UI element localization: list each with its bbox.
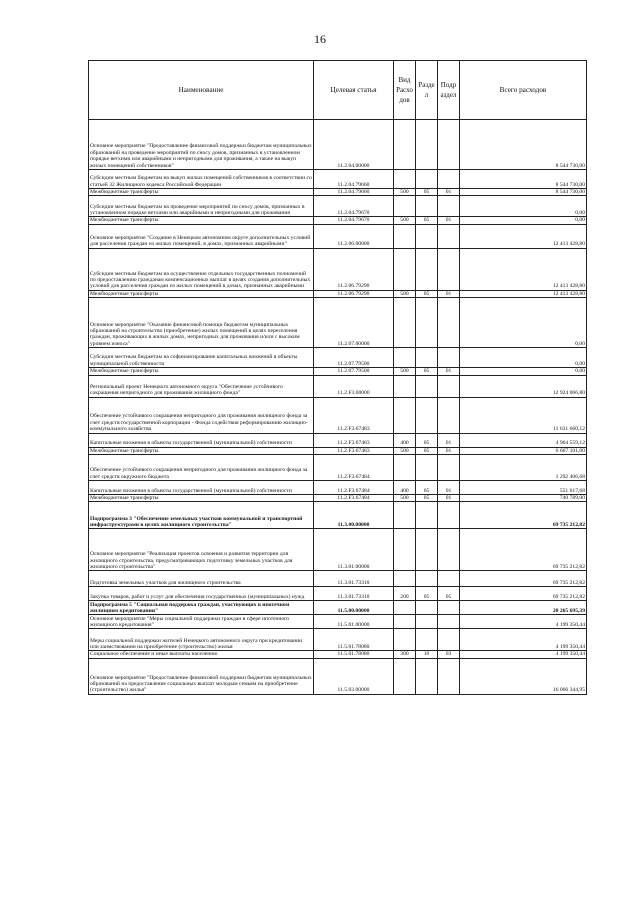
cell-expense-type: 400: [394, 433, 416, 447]
header-subsection: Подр аздел: [438, 61, 460, 120]
cell-name: Межбюджетные трансферты: [89, 495, 314, 502]
cell-name: Межбюджетные трансферты: [89, 217, 314, 224]
table-row: [89, 397, 587, 433]
cell-total: 8 544 730,00: [460, 189, 587, 196]
cell-target-article: 11.2.F3.67483: [314, 397, 394, 433]
cell-total: 12 413 428,80: [460, 224, 587, 248]
cell-total: 6 667 101,00: [460, 447, 587, 454]
cell-section: 05: [416, 368, 438, 375]
cell-target-article: 11.5.01.78080: [314, 629, 394, 651]
cell-total: 69 735 212,82: [460, 502, 587, 529]
cell-subsection: [438, 615, 460, 629]
cell-subsection: [438, 196, 460, 217]
cell-target-article: 11.5.01.00000: [314, 615, 394, 629]
cell-name: Субсидии местным бюджетам на софинансирование капитальных вложений в объекты муниципальной собственности: [89, 348, 314, 368]
cell-target-article: 11.2.07.79500: [314, 368, 394, 375]
cell-target-article: 11.2.06.79290: [314, 248, 394, 290]
cell-expense-type: [394, 196, 416, 217]
cell-subsection: [438, 571, 460, 587]
cell-target-article: 11.2.07.79500: [314, 348, 394, 368]
cell-name: Основное мероприятие "Оказание финансовой помощи бюджетам муниципальных образований на строительство (приобретение) жилых помещений в целях переселения граждан, проживающих в жилых домах, непригодных для проживания и/или с высоким уровнем износа": [89, 298, 314, 348]
cell-total: 551 617,68: [460, 481, 587, 495]
cell-name: Обеспечение устойчивого сокращения непригодного для проживания жилищного фонда за счет средств окружного бюджета: [89, 455, 314, 481]
cell-section: 05: [416, 433, 438, 447]
cell-target-article: 11.5.00.00000: [314, 601, 394, 615]
cell-expense-type: 200: [394, 587, 416, 601]
cell-total: 0,00: [460, 298, 587, 348]
cell-expense-type: 300: [394, 651, 416, 658]
table-row: [89, 120, 587, 170]
cell-total: 740 789,00: [460, 495, 587, 502]
cell-total: 20 265 695,39: [460, 601, 587, 615]
cell-total: 1 292 406,68: [460, 455, 587, 481]
cell-expense-type: [394, 629, 416, 651]
table-row: [89, 571, 587, 587]
cell-subsection: [438, 248, 460, 290]
table-row: [89, 248, 587, 290]
cell-section: [416, 298, 438, 348]
cell-section: 05: [416, 447, 438, 454]
cell-name: Региональный проект Ненецкого автономного округа "Обеспечение устойчивого сокращения непригодного для проживания жилищного фонда": [89, 375, 314, 397]
cell-total: 4 199 350,44: [460, 651, 587, 658]
cell-total: 8 544 730,00: [460, 120, 587, 170]
cell-section: 05: [416, 495, 438, 502]
table-row: [89, 447, 587, 454]
cell-total: 12 413 428,80: [460, 290, 587, 297]
cell-name: Субсидии местным бюджетам на выкуп жилых помещений собственников в соответствии со статьей 32 Жилищного кодекса Российской Федерации: [89, 170, 314, 189]
table-row: [89, 658, 587, 694]
table-row: [89, 651, 587, 658]
cell-expense-type: 500: [394, 217, 416, 224]
cell-expense-type: [394, 571, 416, 587]
cell-target-article: 11.2.04.79670: [314, 196, 394, 217]
cell-target-article: 11.2.F3.67483: [314, 433, 394, 447]
cell-total: 4 199 350,44: [460, 629, 587, 651]
budget-table: [88, 60, 587, 695]
cell-name: Межбюджетные трансферты: [89, 189, 314, 196]
cell-total: 11 631 660,12: [460, 397, 587, 433]
cell-subsection: 01: [438, 447, 460, 454]
cell-total: 4 199 350,44: [460, 615, 587, 629]
cell-name: Подготовка земельных участков для жилищного строительства: [89, 571, 314, 587]
cell-expense-type: 500: [394, 290, 416, 297]
cell-expense-type: [394, 529, 416, 571]
header-section: Разде л: [416, 61, 438, 120]
cell-section: [416, 170, 438, 189]
cell-target-article: 11.2.04.79660: [314, 189, 394, 196]
cell-section: 05: [416, 217, 438, 224]
cell-expense-type: [394, 455, 416, 481]
table-row: [89, 529, 587, 571]
cell-name: Обеспечение устойчивого сокращения непригодного для проживания жилищного фонда за счет средств государственной корпорации - Фонда содействия реформированию жилищно-коммунального хозяйства: [89, 397, 314, 433]
cell-expense-type: [394, 248, 416, 290]
cell-name: Межбюджетные трансферты: [89, 368, 314, 375]
cell-subsection: [438, 629, 460, 651]
table-row: [89, 196, 587, 217]
cell-subsection: 01: [438, 189, 460, 196]
table-row: [89, 495, 587, 502]
cell-subsection: [438, 348, 460, 368]
cell-expense-type: [394, 397, 416, 433]
cell-total: 0,00: [460, 217, 587, 224]
cell-target-article: 11.2.F3.67484: [314, 495, 394, 502]
cell-total: 69 735 212,82: [460, 571, 587, 587]
cell-subsection: [438, 529, 460, 571]
header-name: Наименование: [89, 61, 314, 120]
cell-total: 69 735 212,82: [460, 587, 587, 601]
cell-target-article: 11.2.F3.00000: [314, 375, 394, 397]
cell-section: [416, 224, 438, 248]
cell-expense-type: [394, 170, 416, 189]
table-row: [89, 615, 587, 629]
table-row: [89, 189, 587, 196]
cell-expense-type: [394, 120, 416, 170]
cell-target-article: 11.3.00.00000: [314, 502, 394, 529]
cell-expense-type: 500: [394, 447, 416, 454]
cell-total: 16 066 344,95: [460, 658, 587, 694]
cell-section: [416, 615, 438, 629]
cell-name: Меры социальной поддержки жителей Ненецкого автономного округа при кредитовании или заимствовании на приобретение (строительство) жилья: [89, 629, 314, 651]
table-row: [89, 217, 587, 224]
cell-name: Основное мероприятие "Предоставление финансовой поддержки бюджетам муниципальных образований на проведение мероприятий по сносу домов, признанных в установленном порядке ветхими или аварийными и непригодными для проживания, а также на выкуп жилых помещений собственников": [89, 120, 314, 170]
table-row: [89, 348, 587, 368]
cell-expense-type: [394, 658, 416, 694]
cell-target-article: 11.3.01.73310: [314, 587, 394, 601]
cell-target-article: 11.3.01.00000: [314, 529, 394, 571]
cell-total: 12 413 428,80: [460, 248, 587, 290]
cell-target-article: 11.5.01.78080: [314, 651, 394, 658]
cell-expense-type: [394, 224, 416, 248]
cell-subsection: 01: [438, 368, 460, 375]
cell-name: Капитальные вложения в объекты государственной (муниципальной) собственности: [89, 433, 314, 447]
cell-section: [416, 455, 438, 481]
cell-section: [416, 529, 438, 571]
cell-section: [416, 658, 438, 694]
table-body: [89, 120, 587, 695]
cell-section: [416, 375, 438, 397]
table-row: [89, 224, 587, 248]
cell-name: Капитальные вложения в объекты государственной (муниципальной) собственности: [89, 481, 314, 495]
cell-expense-type: 500: [394, 495, 416, 502]
cell-expense-type: [394, 502, 416, 529]
cell-subsection: [438, 658, 460, 694]
table-row: [89, 502, 587, 529]
cell-section: [416, 571, 438, 587]
cell-subsection: 01: [438, 290, 460, 297]
cell-section: [416, 120, 438, 170]
cell-total: 4 964 559,12: [460, 433, 587, 447]
cell-name: Основное мероприятие "Создание в Ненецком автономном округе дополнительных условий для расселения граждан из жилых помещений, в домах, признанных аварийными": [89, 224, 314, 248]
table-header-row: [89, 61, 587, 120]
cell-name: Социальное обеспечение и иные выплаты населению: [89, 651, 314, 658]
table-row: [89, 290, 587, 297]
cell-name: Основное мероприятие "Меры социальной поддержки граждан в сфере ипотечного жилищного кредитования": [89, 615, 314, 629]
cell-target-article: 11.2.04.00000: [314, 120, 394, 170]
cell-total: 69 735 212,82: [460, 529, 587, 571]
cell-expense-type: [394, 615, 416, 629]
cell-name: Основное мероприятие "Предоставление финансовой поддержки бюджетам муниципальных образований на предоставление социальных выплат молодым семьям на приобретение (строительство) жилья": [89, 658, 314, 694]
cell-name: Основное мероприятие "Реализация проектов освоения и развития территории для жилищного строительства, предусматривающих подготовку земельных участков для жилищного строительства": [89, 529, 314, 571]
table-row: [89, 481, 587, 495]
cell-subsection: [438, 455, 460, 481]
cell-name: Субсидии местным бюджетам на проведение мероприятий по сносу домов, признанных в установленном порядке ветхими или аварийными и непригодными для проживания: [89, 196, 314, 217]
cell-section: 10: [416, 651, 438, 658]
cell-target-article: 11.2.07.00000: [314, 298, 394, 348]
cell-expense-type: 400: [394, 481, 416, 495]
cell-subsection: 01: [438, 481, 460, 495]
table-row: [89, 455, 587, 481]
table-row: [89, 601, 587, 615]
cell-subsection: 01: [438, 433, 460, 447]
cell-total: 0,00: [460, 368, 587, 375]
cell-section: [416, 397, 438, 433]
cell-section: 05: [416, 290, 438, 297]
cell-total: 0,00: [460, 196, 587, 217]
cell-expense-type: [394, 348, 416, 368]
cell-expense-type: 500: [394, 189, 416, 196]
cell-section: 05: [416, 189, 438, 196]
table-row: [89, 298, 587, 348]
cell-name: Подпрограмма 5 "Социальная поддержка граждан, участвующих в ипотечном жилищном кредитовании": [89, 601, 314, 615]
cell-section: 05: [416, 587, 438, 601]
cell-target-article: 11.2.F3.67483: [314, 447, 394, 454]
cell-target-article: 11.2.06.79290: [314, 290, 394, 297]
cell-name: Межбюджетные трансферты: [89, 290, 314, 297]
cell-target-article: 11.2.F3.67484: [314, 455, 394, 481]
header-expense-type: Вид Расхо дов: [394, 61, 416, 120]
table-row: [89, 629, 587, 651]
cell-expense-type: [394, 375, 416, 397]
cell-section: [416, 348, 438, 368]
cell-section: [416, 629, 438, 651]
cell-subsection: [438, 298, 460, 348]
cell-subsection: [438, 224, 460, 248]
cell-name: Субсидии местным бюджетам на осуществление отдельных государственных полномочий по предоставлению гражданам компенсационных выплат в целях создания дополнительных условий для расселения граждан из жилых помещений в домах, признанных аварийными: [89, 248, 314, 290]
cell-section: [416, 196, 438, 217]
cell-subsection: 05: [438, 587, 460, 601]
cell-target-article: 11.5.03.00000: [314, 658, 394, 694]
cell-expense-type: 500: [394, 368, 416, 375]
cell-name: Закупка товаров, работ и услуг для обеспечения государственных (муниципальных) нужд: [89, 587, 314, 601]
cell-target-article: 11.3.01.73310: [314, 571, 394, 587]
page-number: 16: [314, 32, 326, 46]
cell-target-article: 11.2.04.79660: [314, 170, 394, 189]
table-row: [89, 587, 587, 601]
cell-target-article: 11.2.04.79670: [314, 217, 394, 224]
table-row: [89, 375, 587, 397]
cell-expense-type: [394, 298, 416, 348]
cell-target-article: 11.2.06.00000: [314, 224, 394, 248]
cell-subsection: 01: [438, 217, 460, 224]
cell-subsection: [438, 120, 460, 170]
cell-total: 12 924 066,80: [460, 375, 587, 397]
cell-subsection: 01: [438, 495, 460, 502]
cell-section: [416, 502, 438, 529]
cell-subsection: 03: [438, 651, 460, 658]
cell-section: [416, 248, 438, 290]
cell-subsection: [438, 375, 460, 397]
header-target-article: Целевая статья: [314, 61, 394, 120]
cell-target-article: 11.2.F3.67484: [314, 481, 394, 495]
cell-subsection: [438, 170, 460, 189]
cell-name: Подпрограмма 3 "Обеспечение земельных участков коммунальной и транспортной инфраструктурами в целях жилищного строительства": [89, 502, 314, 529]
cell-subsection: [438, 502, 460, 529]
header-total-expenses: Всего расходов: [460, 61, 587, 120]
cell-expense-type: [394, 601, 416, 615]
cell-section: [416, 601, 438, 615]
cell-subsection: [438, 601, 460, 615]
table-row: [89, 433, 587, 447]
cell-total: 0,00: [460, 348, 587, 368]
cell-name: Межбюджетные трансферты: [89, 447, 314, 454]
table-row: [89, 170, 587, 189]
table-row: [89, 368, 587, 375]
cell-subsection: [438, 397, 460, 433]
cell-total: 8 544 730,00: [460, 170, 587, 189]
cell-section: 05: [416, 481, 438, 495]
